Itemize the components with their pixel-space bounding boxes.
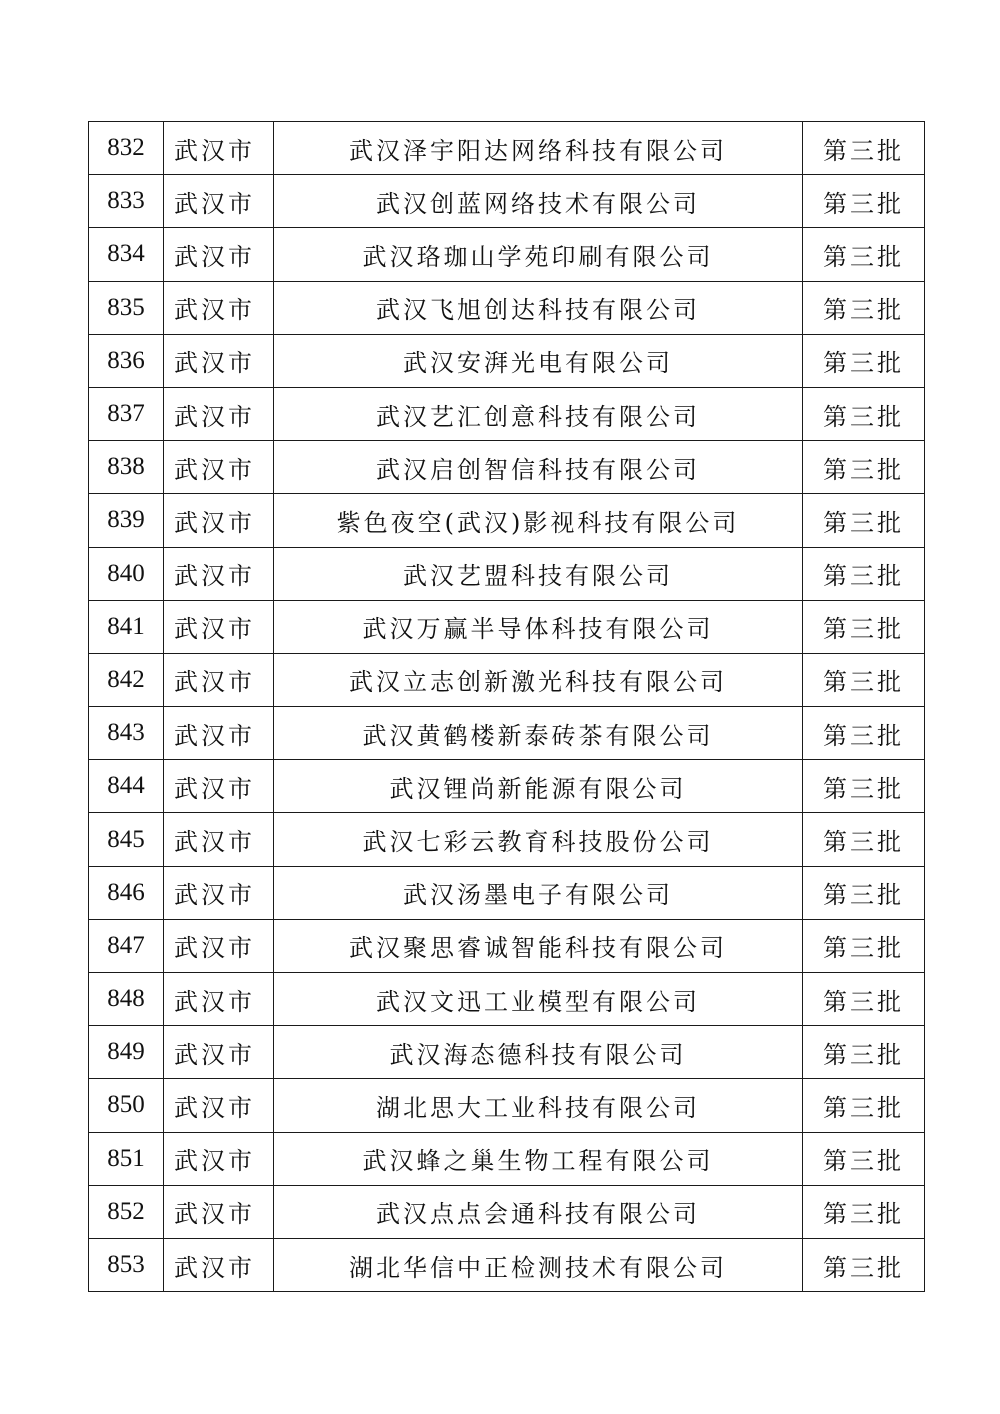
- city-cell: 武汉市: [164, 973, 274, 1026]
- row-number-cell: 835: [89, 281, 164, 334]
- row-number-cell: 850: [89, 1079, 164, 1132]
- batch-cell: 第三批: [803, 281, 925, 334]
- company-name-cell: 武汉聚思睿诚智能科技有限公司: [274, 919, 803, 972]
- company-name-cell: 武汉七彩云教育科技股份公司: [274, 813, 803, 866]
- batch-cell: 第三批: [803, 547, 925, 600]
- company-name-cell: 武汉锂尚新能源有限公司: [274, 760, 803, 813]
- city-cell: 武汉市: [164, 441, 274, 494]
- company-name-cell: 武汉黄鹤楼新泰砖茶有限公司: [274, 707, 803, 760]
- city-cell: 武汉市: [164, 547, 274, 600]
- batch-cell: 第三批: [803, 1238, 925, 1291]
- row-number-cell: 848: [89, 973, 164, 1026]
- batch-cell: 第三批: [803, 494, 925, 547]
- city-cell: 武汉市: [164, 1026, 274, 1079]
- table-row: [89, 1079, 925, 1132]
- city-cell: 武汉市: [164, 707, 274, 760]
- city-cell: 武汉市: [164, 334, 274, 387]
- table-row: [89, 175, 925, 228]
- city-cell: 武汉市: [164, 813, 274, 866]
- company-name-cell: 武汉泽宇阳达网络科技有限公司: [274, 122, 803, 175]
- table-row: [89, 813, 925, 866]
- table-row: [89, 866, 925, 919]
- batch-cell: 第三批: [803, 866, 925, 919]
- city-cell: 武汉市: [164, 866, 274, 919]
- row-number-cell: 844: [89, 760, 164, 813]
- city-cell: 武汉市: [164, 281, 274, 334]
- city-cell: 武汉市: [164, 387, 274, 440]
- table-row: [89, 653, 925, 706]
- row-number-cell: 834: [89, 228, 164, 281]
- table-row: [89, 228, 925, 281]
- batch-cell: 第三批: [803, 441, 925, 494]
- company-name-cell: 湖北思大工业科技有限公司: [274, 1079, 803, 1132]
- row-number-cell: 847: [89, 919, 164, 972]
- row-number-cell: 837: [89, 387, 164, 440]
- table-row: [89, 1026, 925, 1079]
- row-number-cell: 845: [89, 813, 164, 866]
- row-number-cell: 842: [89, 653, 164, 706]
- company-name-cell: 武汉汤墨电子有限公司: [274, 866, 803, 919]
- table-row: [89, 600, 925, 653]
- batch-cell: 第三批: [803, 122, 925, 175]
- table-row: [89, 334, 925, 387]
- company-name-cell: 武汉珞珈山学苑印刷有限公司: [274, 228, 803, 281]
- company-name-cell: 湖北华信中正检测技术有限公司: [274, 1238, 803, 1291]
- row-number-cell: 849: [89, 1026, 164, 1079]
- company-name-cell: 武汉飞旭创达科技有限公司: [274, 281, 803, 334]
- row-number-cell: 851: [89, 1132, 164, 1185]
- row-number-cell: 852: [89, 1185, 164, 1238]
- company-name-cell: 武汉立志创新激光科技有限公司: [274, 653, 803, 706]
- table-row: [89, 1238, 925, 1291]
- batch-cell: 第三批: [803, 334, 925, 387]
- row-number-cell: 853: [89, 1238, 164, 1291]
- table-row: [89, 919, 925, 972]
- batch-cell: 第三批: [803, 1079, 925, 1132]
- table-row: [89, 494, 925, 547]
- row-number-cell: 841: [89, 600, 164, 653]
- table-row: [89, 122, 925, 175]
- batch-cell: 第三批: [803, 387, 925, 440]
- row-number-cell: 838: [89, 441, 164, 494]
- table-body: [89, 122, 925, 1292]
- batch-cell: 第三批: [803, 1132, 925, 1185]
- city-cell: 武汉市: [164, 122, 274, 175]
- city-cell: 武汉市: [164, 175, 274, 228]
- company-name-cell: 紫色夜空(武汉)影视科技有限公司: [274, 494, 803, 547]
- row-number-cell: 836: [89, 334, 164, 387]
- company-name-cell: 武汉文迅工业模型有限公司: [274, 973, 803, 1026]
- batch-cell: 第三批: [803, 175, 925, 228]
- row-number-cell: 833: [89, 175, 164, 228]
- row-number-cell: 832: [89, 122, 164, 175]
- table-row: [89, 760, 925, 813]
- batch-cell: 第三批: [803, 760, 925, 813]
- batch-cell: 第三批: [803, 228, 925, 281]
- company-name-cell: 武汉启创智信科技有限公司: [274, 441, 803, 494]
- table-row: [89, 281, 925, 334]
- table-row: [89, 547, 925, 600]
- company-name-cell: 武汉安湃光电有限公司: [274, 334, 803, 387]
- company-name-cell: 武汉蜂之巢生物工程有限公司: [274, 1132, 803, 1185]
- city-cell: 武汉市: [164, 494, 274, 547]
- city-cell: 武汉市: [164, 760, 274, 813]
- batch-cell: 第三批: [803, 919, 925, 972]
- company-name-cell: 武汉创蓝网络技术有限公司: [274, 175, 803, 228]
- row-number-cell: 840: [89, 547, 164, 600]
- table-row: [89, 1132, 925, 1185]
- row-number-cell: 839: [89, 494, 164, 547]
- company-name-cell: 武汉点点会通科技有限公司: [274, 1185, 803, 1238]
- table-row: [89, 973, 925, 1026]
- city-cell: 武汉市: [164, 1185, 274, 1238]
- row-number-cell: 846: [89, 866, 164, 919]
- table-row: [89, 1185, 925, 1238]
- batch-cell: 第三批: [803, 813, 925, 866]
- row-number-cell: 843: [89, 707, 164, 760]
- company-name-cell: 武汉万赢半导体科技有限公司: [274, 600, 803, 653]
- company-list-table: [88, 121, 925, 1292]
- company-name-cell: 武汉海态德科技有限公司: [274, 1026, 803, 1079]
- city-cell: 武汉市: [164, 1238, 274, 1291]
- batch-cell: 第三批: [803, 1185, 925, 1238]
- batch-cell: 第三批: [803, 1026, 925, 1079]
- city-cell: 武汉市: [164, 228, 274, 281]
- batch-cell: 第三批: [803, 653, 925, 706]
- table-row: [89, 707, 925, 760]
- batch-cell: 第三批: [803, 707, 925, 760]
- city-cell: 武汉市: [164, 1132, 274, 1185]
- company-name-cell: 武汉艺汇创意科技有限公司: [274, 387, 803, 440]
- table-row: [89, 441, 925, 494]
- batch-cell: 第三批: [803, 600, 925, 653]
- city-cell: 武汉市: [164, 653, 274, 706]
- table-row: [89, 387, 925, 440]
- city-cell: 武汉市: [164, 600, 274, 653]
- city-cell: 武汉市: [164, 919, 274, 972]
- batch-cell: 第三批: [803, 973, 925, 1026]
- company-name-cell: 武汉艺盟科技有限公司: [274, 547, 803, 600]
- city-cell: 武汉市: [164, 1079, 274, 1132]
